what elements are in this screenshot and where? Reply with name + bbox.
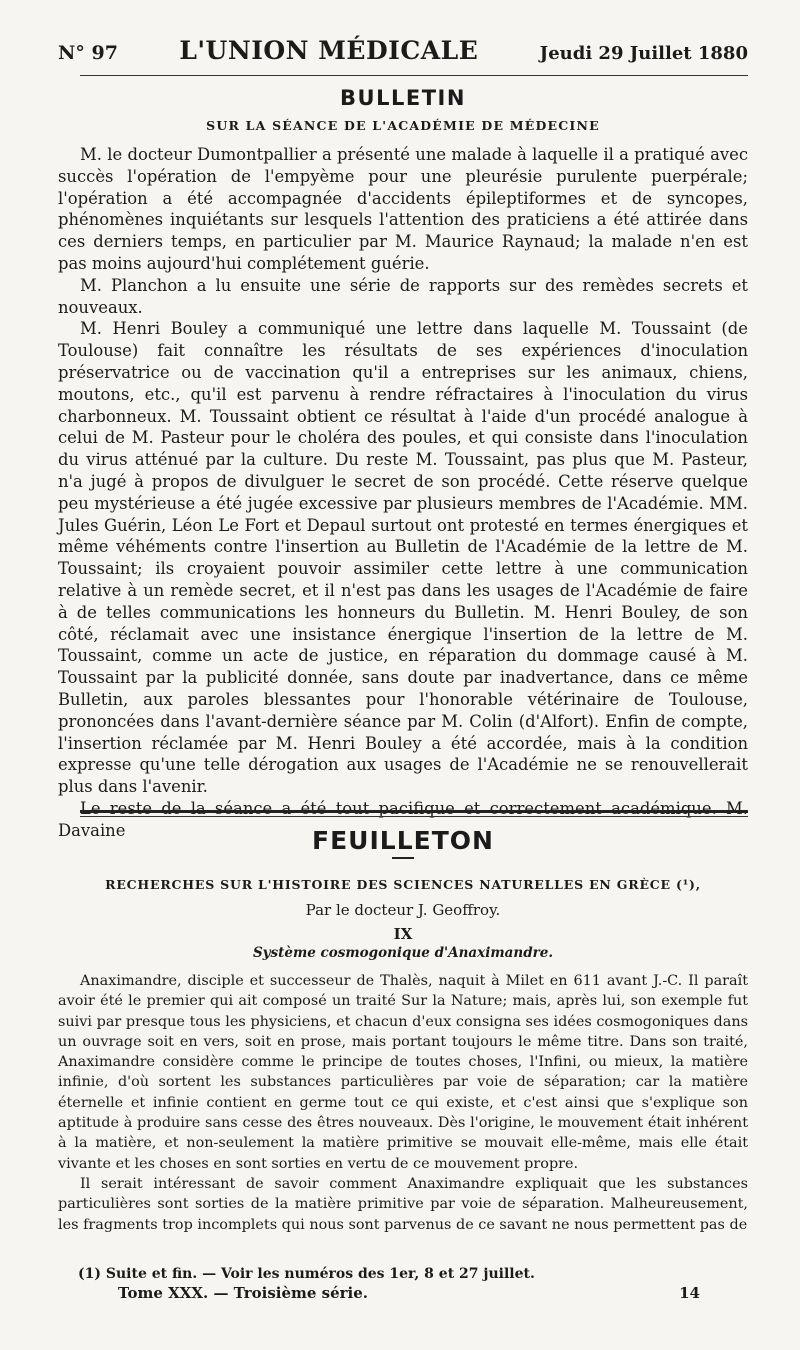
feuilleton-paragraph: Il serait intéressant de savoir comment Anaximandre expliquait que les substances particulières sont sorties de la matière primitive par voie de séparation. Malheureusement, les fragments trop incomplets qui nous sont parvenus de ce savant ne nous permettent pas de (58, 1175, 748, 1233)
bulletin-paragraph: M. le docteur Dumontpallier a présenté une malade à laquelle il a pratiqué avec succès l'opération de l'empyème pour une pleurésie purulente puerpérale; l'opération a été accompagnée d'accidents épileptiformes et de syncopes, phénomènes inquiétants sur lesquels l'attention des praticiens a été attirée dans ces derniers temps, en particulier par M. Maurice Raynaud; la malade n'en est pas moins aujourd'hui complétement guérie. (58, 145, 748, 273)
footnote: (1) Suite et fin. — Voir les numéros des 1er, 8 et 27 juillet. (78, 1266, 535, 1282)
bulletin-paragraph: M. Planchon a lu ensuite une série de rapports sur des remèdes secrets et nouveaux. (58, 275, 748, 317)
page-number: 14 (679, 1284, 700, 1302)
page-footer (118, 1284, 700, 1302)
issue-date: Jeudi 29 Juillet 1880 (539, 43, 748, 64)
header-rule (80, 75, 748, 76)
feuilleton-section (58, 826, 748, 1235)
bulletin-subtitle: SUR LA SÉANCE DE L'ACADÉMIE DE MÉDECINE (206, 118, 600, 133)
feuilleton-author: Par le docteur J. Geoffroy. (305, 901, 501, 919)
bulletin-title: BULLETIN (340, 86, 466, 110)
feuilleton-paragraph: Anaximandre, disciple et successeur de Thalès, naquit à Milet en 611 avant J.-C. Il paraît avoir été le premier qui ait composé un traité Sur la Nature; mais, après lui, son exemple fut suivi par presque tous les physiciens, et chacun d'eux consigna ses idées cosmogoniques dans un ouvrage soit en vers, soit en prose, mais portant toujours le même titre. Dans son traité, Anaximandre considère comme le principe de toutes choses, l'Infini, ou mieux, la matière infinie, d'où sortent les substances particulières par voie de séparation; car la matière éternelle et infinie contient en germe tout ce qui existe, et c'est ainsi que s'explique son aptitude à produire sans cesse des êtres nouveaux. Dès l'origine, le mouvement était inhérent à la matière, et non-seulement la matière primitive se mouvait elle-même, mais elle était vivante et les choses en sont sorties en vertu de ce mouvement propre. (58, 973, 748, 1172)
bulletin-paragraph: M. Henri Bouley a communiqué une lettre dans laquelle M. Toussaint (de Toulouse) fait connaître les résultats de ses expériences d'inoculation préservatrice ou de vaccination qu'il a entreprises sur les animaux, chiens, moutons, etc., qu'il est parvenu à rendre réfractaires à l'inoculation du virus charbonneux. M. Toussaint obtient ce résultat à l'aide d'un procédé analogue à celui de M. Pasteur pour le choléra des poules, et qui consiste dans l'inoculation du virus atténué par la culture. Du reste M. Toussaint, pas plus que M. Pasteur, n'a jugé à propos de divulguer le secret de son procédé. Cette réserve quelque peu mystérieuse a été jugée excessive par plusieurs membres de l'Académie. MM. Jules Guérin, Léon Le Fort et Depaul surtout ont protesté en termes énergiques et même véhéments contre l'insertion au Bulletin de l'Académie de la lettre de M. Toussaint; ils croyaient pouvoir assimiler cette lettre à une communication relative à un remède secret, et il n'est pas dans les usages de l'Académie de faire à de telles communications les honneurs du Bulletin. M. Henri Bouley, de son côté, réclamait avec une insistance énergique l'insertion de la lettre de M. Toussaint, comme un acte de justice, en réparation du dommage causé à M. Toussaint par la publicité donnée, sans doute par inadvertance, dans ce même Bulletin, aux paroles blessantes pour l'honorable vétérinaire de Toulouse, prononcées dans l'avant-dernière séance par M. Colin (d'Alfort). Enfin de compte, l'insertion réclamée par M. Henri Bouley a été accordée, mais à la condition expresse qu'une telle dérogation aux usages de l'Académie ne se renouvellerait plus dans l'avenir. (58, 319, 748, 797)
title-underline (392, 857, 414, 859)
bulletin-body (58, 144, 748, 842)
bulletin-paragraph: Le reste de la séance a été tout pacifique et correctement académique. M. Davaine (58, 798, 748, 840)
feuilleton-body (58, 971, 748, 1235)
chapter-number: IX (393, 925, 413, 943)
journal-title: L'UNION MÉDICALE (179, 36, 479, 65)
chapter-title: Système cosmogonique d'Anaximandre. (252, 945, 554, 961)
section-rule-top (80, 810, 748, 813)
section-rule-bottom (80, 816, 748, 817)
tome-label: Tome XXX. — Troisième série. (118, 1284, 369, 1302)
page-header (58, 36, 748, 68)
bulletin-section (58, 86, 748, 842)
issue-number: N° 97 (58, 42, 118, 64)
feuilleton-title: FEUILLETON (312, 826, 494, 855)
feuilleton-heading: RECHERCHES SUR L'HISTOIRE DES SCIENCES NATURELLES EN GRÈCE (¹), (105, 877, 701, 892)
